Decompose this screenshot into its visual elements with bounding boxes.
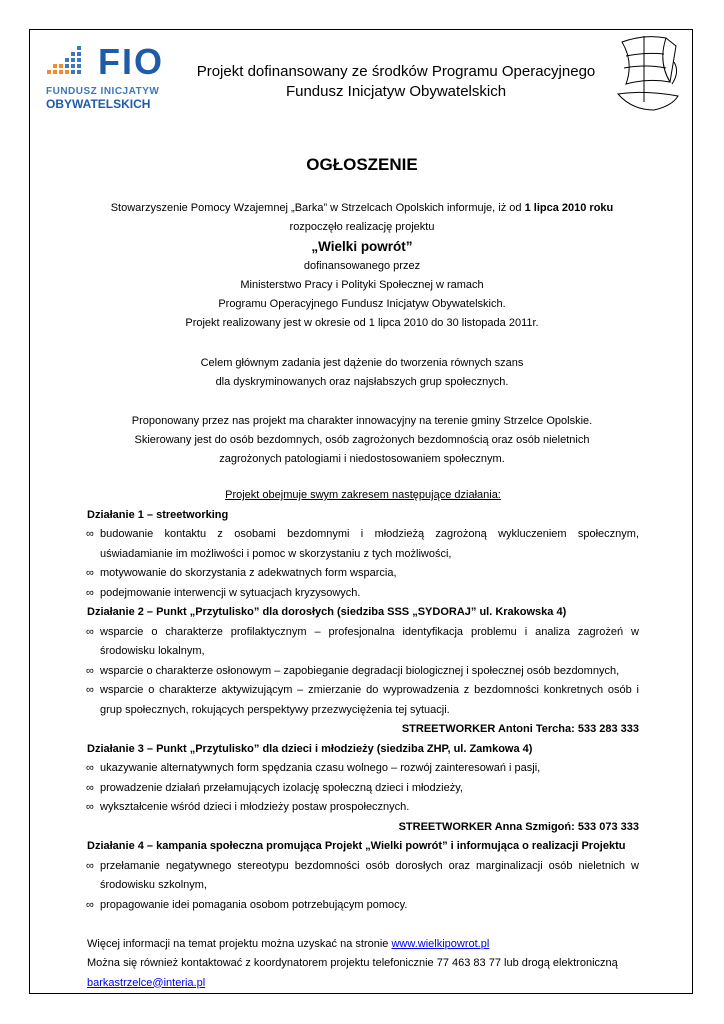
intro-block	[60, 199, 664, 333]
list-item	[87, 623, 639, 662]
logo-line1: FUNDUSZ INICJATYW	[46, 86, 160, 97]
intro-line4: Ministerstwo Pracy i Polityki Społecznej w ramach	[240, 279, 484, 291]
section-title-1: Działanie 1 – streetworking	[87, 508, 229, 521]
actions-list	[87, 506, 639, 916]
proposal-line1: Proponowany przez nas projekt ma charakter innowacyjny na terenie gminy Strzelce Opolskie.	[131, 415, 593, 427]
infinity-bullet-icon: ∞	[86, 528, 94, 540]
intro-line3: dofinansowanego przez	[303, 260, 421, 272]
list-item-text: ukazywanie alternatywnych form spędzania czasu wolnego – rozwój zainteresowań i pasji,	[100, 762, 541, 774]
header-title-line1: Projekt dofinansowany ze środków Programu Operacyjnego	[196, 63, 596, 80]
section-title-2: Działanie 2 – Punkt „Przytulisko” dla dorosłych (siedziba SSS „SYDORAJ” ul. Krakowska 4)	[87, 606, 567, 618]
logo-brand: FIO	[98, 41, 164, 82]
header-title	[186, 62, 606, 102]
list-item	[87, 681, 639, 720]
infinity-bullet-icon: ∞	[86, 625, 94, 638]
list-item	[87, 779, 639, 799]
intro-line1	[60, 199, 664, 218]
footer-spacer	[87, 915, 639, 935]
infinity-bullet-icon: ∞	[86, 801, 94, 813]
list-item-text: prowadzenie działań przełamujących izolację społeczną dzieci i młodzieży,	[100, 781, 463, 794]
section-title-3: Działanie 3 – Punkt „Przytulisko” dla dzieci i młodzieży (siedziba ZHP, ul. Zamkowa 4)	[87, 742, 533, 755]
intro-start-date: 1 lipca 2010 roku	[524, 202, 614, 214]
project-title: „Wielki powrót”	[311, 239, 413, 254]
logo-line2: OBYWATELSKICH	[46, 97, 151, 111]
list-item	[87, 525, 639, 564]
list-item	[87, 759, 639, 779]
intro-line5: Programu Operacyjnego Fundusz Inicjatyw Obywatelskich.	[218, 298, 506, 310]
list-item	[87, 564, 639, 584]
proposal-line3: zagrożonych patologiami i niedostosowaniem społecznym.	[219, 453, 505, 465]
list-item-text: wsparcie o charakterze aktywizującym – zmierzanie do wyprowadzenia z bezdomności konkretnych osób i grup społecznych, rokujących perspektywy przezwyciężenia tej sytuacji.	[100, 684, 639, 716]
logo-dots-icon	[46, 46, 82, 80]
goal-line1: Celem głównym zadania jest dążenie do tworzenia równych szans	[200, 357, 524, 369]
infinity-bullet-icon: ∞	[86, 684, 94, 696]
list-item-text: przełamanie negatywnego stereotypu bezdomności osób dorosłych oraz marginalizacji osób nieletnich w środowisku szkolnym,	[100, 859, 639, 891]
sailing-ship-icon	[614, 32, 682, 116]
intro-line2: rozpoczęło realizację projektu	[289, 221, 435, 233]
list-item-text: motywowanie do skorzystania z adekwatnych form wsparcia,	[100, 567, 397, 579]
infinity-bullet-icon: ∞	[86, 586, 94, 599]
footer-line1	[87, 935, 639, 955]
list-item	[87, 857, 639, 896]
proposal-block	[60, 412, 664, 469]
list-item	[87, 662, 639, 682]
streetworker-contact: STREETWORKER Anna Szmigoń: 533 073 333	[398, 820, 639, 833]
actions-heading: Projekt obejmuje swym zakresem następujące działania:	[225, 489, 501, 501]
announcement-heading: OGŁOSZENIE	[306, 155, 418, 174]
intro-line6: Projekt realizowany jest w okresie od 1 lipca 2010 do 30 listopada 2011r.	[185, 317, 539, 329]
goal-block	[60, 354, 664, 392]
infinity-bullet-icon: ∞	[86, 898, 94, 911]
list-item-text: podejmowanie interwencji w sytuacjach kryzysowych.	[100, 586, 361, 599]
infinity-bullet-icon: ∞	[86, 664, 94, 677]
list-item-text: wykształcenie wśród dzieci i młodzieży postaw prospołecznych.	[100, 801, 410, 813]
list-item	[87, 798, 639, 818]
email-link[interactable]: barkastrzelce@interia.pl	[87, 976, 206, 989]
infinity-bullet-icon: ∞	[86, 567, 94, 579]
website-link[interactable]: www.wielkipowrot.pl	[391, 937, 490, 950]
header-title-line2: Fundusz Inicjatyw Obywatelskich	[285, 83, 507, 100]
fio-logo	[46, 41, 180, 111]
goal-line2: dla dyskryminowanych oraz najsłabszych grup społecznych.	[215, 376, 509, 388]
actions-body	[87, 486, 639, 993]
intro-line1-text: Stowarzyszenie Pomocy Wzajemnej „Barka” w Strzelcach Opolskich informuje, iż od	[110, 202, 525, 214]
infinity-bullet-icon: ∞	[86, 781, 94, 794]
infinity-bullet-icon: ∞	[86, 762, 94, 774]
streetworker-contact: STREETWORKER Antoni Tercha: 533 283 333	[401, 723, 639, 735]
proposal-line2: Skierowany jest do osób bezdomnych, osób zagrożonych bezdomnością oraz osób nieletnich	[134, 434, 590, 446]
list-item	[87, 896, 639, 916]
footer-line2: Można się również kontaktować z koordynatorem projektu telefonicznie 77 463 83 77 lub drogą elektroniczną	[87, 957, 618, 969]
footer-line1-text: Więcej informacji na temat projektu można uzyskać na stronie	[87, 937, 392, 950]
list-item-text: budowanie kontaktu z osobami bezdomnymi i młodzieżą zagrożoną wykluczeniem społecznym, uświadamianie im możliwości i pomoc w skorzystaniu z tych możliwości,	[100, 528, 639, 560]
footer-line3	[87, 974, 639, 994]
section-title-4: Działanie 4 – kampania społeczna promująca Projekt „Wielki powrót” i informująca o realizacji Projektu	[87, 840, 626, 852]
list-item	[87, 584, 639, 604]
list-item-text: wsparcie o charakterze osłonowym – zapobieganie degradacji biologicznej i społecznej osób bezdomnych,	[100, 664, 620, 677]
list-item-text: propagowanie idei pomagania osobom potrzebującym pomocy.	[100, 898, 408, 911]
list-item-text: wsparcie o charakterze profilaktycznym – profesjonalna identyfikacja problemu i analiza zagrożeń w środowisku lokalnym,	[100, 625, 639, 657]
infinity-bullet-icon: ∞	[86, 859, 94, 872]
